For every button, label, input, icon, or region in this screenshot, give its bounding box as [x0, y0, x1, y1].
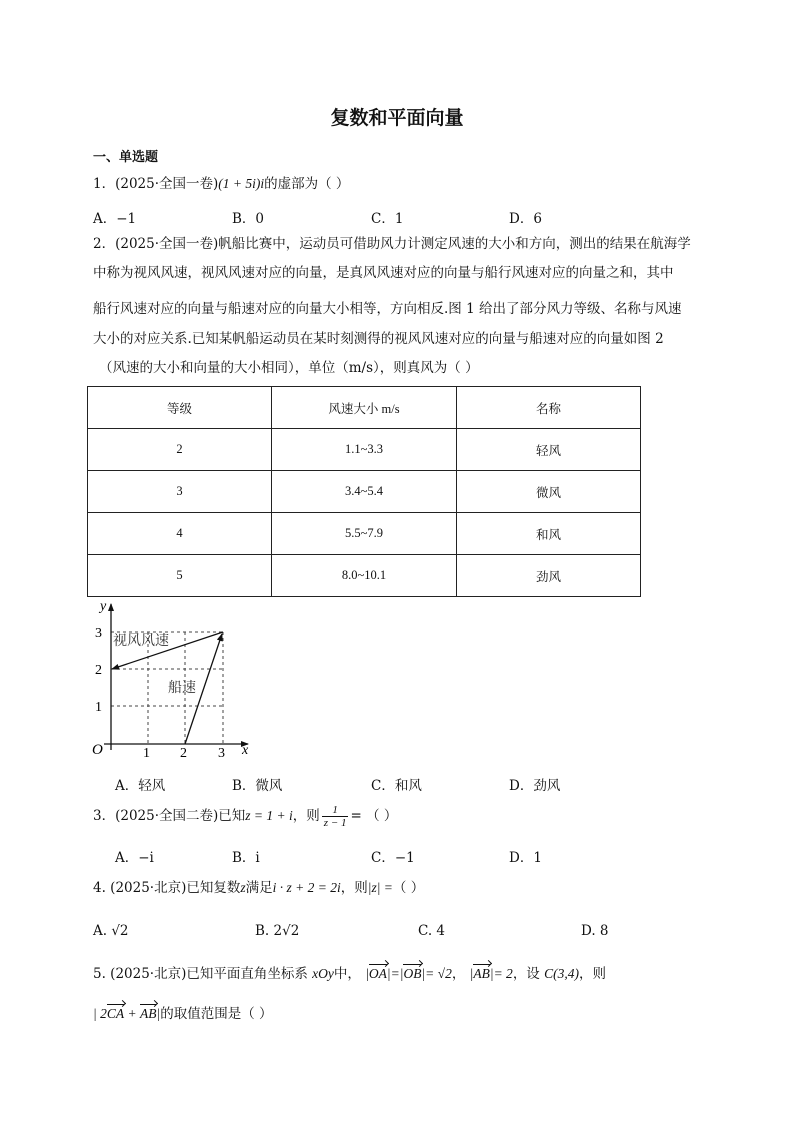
y-tick-label: 1 [95, 700, 102, 715]
q4-option-a[interactable]: A. √2 [93, 923, 129, 939]
q3-fraction [322, 804, 349, 829]
table-cell: 劲风 [457, 555, 641, 597]
table-header-cell: 名称 [457, 387, 641, 429]
q2-option-c[interactable]: C．和风 [371, 778, 422, 794]
q1-math: (1 + 5i)i [218, 176, 265, 191]
q3-frac-den: z − 1 [323, 817, 347, 829]
q4-var: z [240, 880, 246, 895]
q4-mid: 满足 [245, 880, 273, 896]
boat-speed-label: 船速 [168, 680, 196, 696]
question-5-line-1: 5. (2025·北京)已知平面直角坐标系 xOy中， |OA|=|OB|= √2， |AB|= 2，设 C(3,4)，则 [93, 966, 606, 982]
y-axis-label: y [100, 599, 107, 614]
q3-option-b[interactable]: B．i [232, 850, 260, 866]
page-title: 复数和平面向量 [330, 107, 464, 129]
q4-equation: i · z + 2 = 2i [272, 880, 341, 895]
x-tick-label: 2 [180, 746, 187, 758]
q5-line2-suffix: 的取值范围是（ ） [160, 1006, 273, 1022]
q5-mid2: ，设 [512, 966, 540, 982]
section-heading: 一、单选题 [93, 150, 159, 165]
q4-option-d[interactable]: D. 8 [581, 923, 609, 939]
y-tick-label: 2 [95, 663, 102, 678]
q5-val2: = 2 [493, 966, 513, 981]
table-cell: 2 [88, 429, 272, 471]
x-tick-label: 3 [218, 746, 225, 758]
q1-prefix: 1．(2025·全国一卷) [93, 176, 219, 192]
q3-given: z = 1 + i [245, 808, 293, 823]
q3-frac-num: 1 [322, 804, 349, 817]
q2-option-a[interactable]: A．轻风 [115, 778, 166, 794]
q5-expr-post: | [156, 1006, 161, 1021]
origin-label: O [92, 742, 103, 758]
table-header-cell: 风速大小 m/s [272, 387, 457, 429]
q3-option-d[interactable]: D．1 [509, 850, 542, 866]
table-cell: 5 [88, 555, 272, 597]
question-2-line-1: 2．(2025·全国一卷)帆船比赛中，运动员可借助风力计测定风速的大小和方向，测出的结果在航海学 [93, 236, 691, 252]
q1-option-d[interactable]: D．6 [509, 211, 542, 227]
vector-oa: OA [368, 966, 387, 981]
q2-option-b[interactable]: B．微风 [232, 778, 283, 794]
q4-option-c[interactable]: C. 4 [418, 923, 446, 939]
q2-option-d[interactable]: D．劲风 [509, 778, 561, 794]
q5-expr-pre: | 2 [93, 1006, 107, 1021]
table-cell: 5.5~7.9 [272, 513, 457, 555]
q5-suffix: ，则 [578, 966, 606, 982]
q3-option-c[interactable]: C．−1 [371, 850, 415, 866]
y-tick-label: 3 [95, 626, 102, 641]
table-row [88, 555, 641, 597]
x-tick-label: 1 [143, 746, 150, 758]
q4-prefix: 4. (2025·北京)已知复数 [93, 880, 241, 896]
table-row [88, 471, 641, 513]
q3-suffix: = （ ） [350, 808, 398, 824]
table-cell: 轻风 [457, 429, 641, 471]
q3-prefix: 3．(2025·全国二卷)已知 [93, 808, 246, 824]
x-axis-label: x [242, 743, 249, 758]
vector-ab: AB [473, 966, 490, 981]
question-2-line-4: 大小的对应关系.已知某帆船运动员在某时刻测得的视风风速对应的向量与船速对应的向量如图 2 [93, 331, 664, 347]
wind-scale-table [87, 386, 641, 597]
q5-val1: = √2 [425, 966, 452, 981]
table-cell: 1.1~3.3 [272, 429, 457, 471]
question-2-line-3: 船行风速对应的向量与船速对应的向量大小相等，方向相反.图 1 给出了部分风力等级、名称与风速 [93, 301, 682, 317]
question-4-stem [93, 880, 424, 896]
q4-mid2: ，则 [340, 880, 368, 896]
vector-ob: OB [403, 966, 422, 981]
q1-suffix: 的虚部为（ ） [264, 176, 350, 192]
table-cell: 微风 [457, 471, 641, 513]
q5-mid: 中， [333, 966, 361, 982]
q5-point-c: C(3,4) [544, 966, 579, 981]
q4-option-b[interactable]: B. 2√2 [255, 923, 300, 939]
table-cell: 4 [88, 513, 272, 555]
question-3-stem [93, 801, 397, 831]
question-2-line-2: 中称为视风风速，视风风速对应的向量，是真风风速对应的向量与船行风速对应的向量之和，其中 [93, 265, 674, 281]
table-header-row [88, 387, 641, 429]
q1-option-b[interactable]: B．0 [232, 211, 265, 227]
q1-option-c[interactable]: C．1 [371, 211, 404, 227]
q3-mid: ，则 [292, 808, 320, 824]
table-row [88, 429, 641, 471]
table-cell: 和风 [457, 513, 641, 555]
apparent-wind-label: 视风风速 [113, 633, 169, 649]
question-5-line-2 [93, 1006, 273, 1022]
question-1-stem [93, 176, 349, 192]
question-2-line-5: （风速的大小和向量的大小相同），单位（m/s），则真风为（ ） [99, 360, 479, 376]
table-cell: 8.0~10.1 [272, 555, 457, 597]
q1-option-a[interactable]: A．−1 [93, 211, 137, 227]
vector-ca: CA [106, 1006, 125, 1021]
table-cell: 3 [88, 471, 272, 513]
q5-plus: + [124, 1006, 140, 1021]
q5-coord: xOy [312, 966, 334, 981]
table-row [88, 513, 641, 555]
q4-suffix: （ ） [392, 880, 425, 896]
table-cell: 3.4~5.4 [272, 471, 457, 513]
q3-option-a[interactable]: A．−i [115, 850, 154, 866]
q4-abs: |z| = [367, 880, 393, 895]
table-header-cell: 等级 [88, 387, 272, 429]
vector-figure [86, 598, 256, 758]
q5-prefix: 5. (2025·北京)已知平面直角坐标系 [93, 966, 308, 982]
vector-ab-2: AB [139, 1006, 157, 1021]
